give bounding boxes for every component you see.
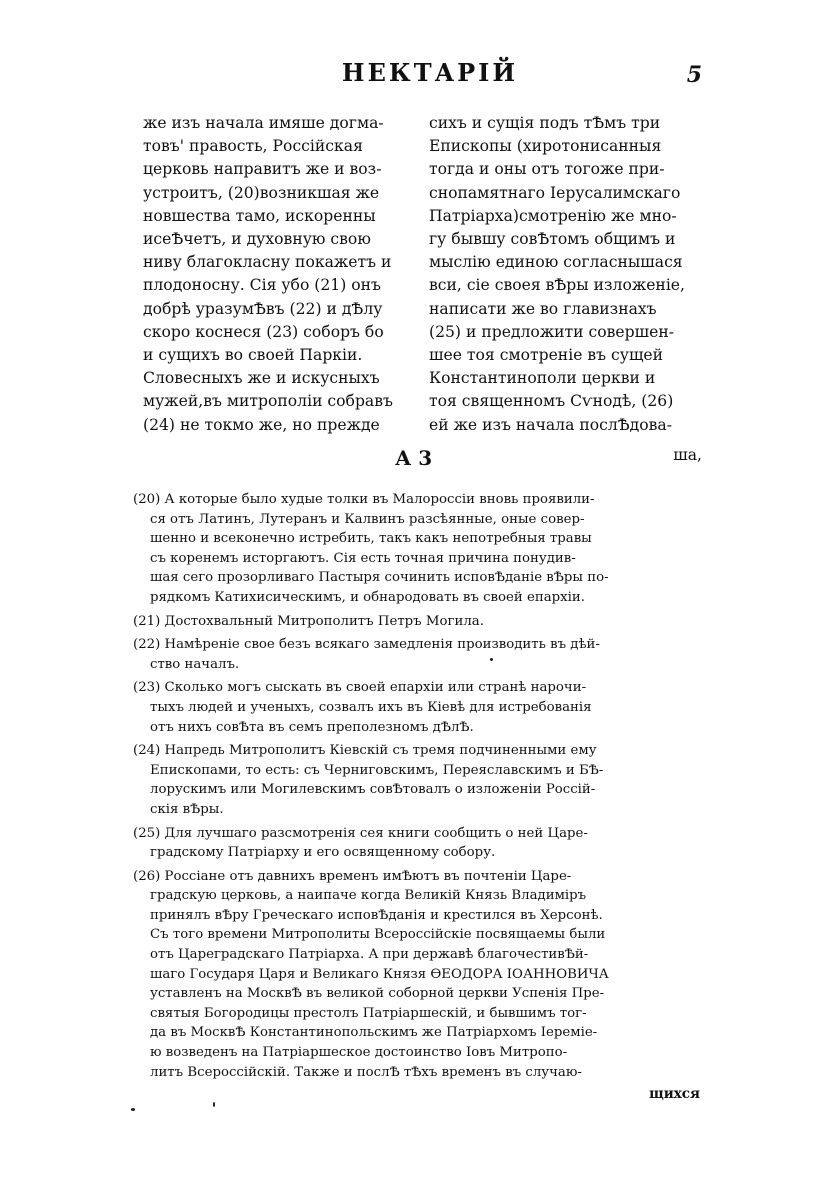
text-line: мужей,въ митрополіи собравъ [143,392,393,411]
footnote-line: (21) Достохвальный Митрополитъ Петръ Могила. [133,613,484,629]
ink-speck [131,1108,135,1111]
footnote-line: отъ нихъ совѢта въ семъ преполезномъ дѢлѢ. [150,719,474,735]
footnote-line: принялъ вѢру Греческаго исповѢданія и крестился въ Херсонѣ. [150,907,603,923]
text-line: (25) и предложити совершен- [429,322,675,341]
text-line: снопамятнаго Іерусалимскаго [429,183,681,202]
text-line: вси, сіе своея вѢры изложеніе, [429,276,685,295]
footnote-line: лорускимъ или Могилевскимъ совѢтовалъ о изложеніи Россій- [150,782,596,798]
footnote-line: градскую церковь, а наипаче когда Великій Князь Владиміръ [150,888,587,904]
footnote-line: (23) Сколько могъ сыскать въ своей епархіи или странѣ нарочи- [133,680,587,696]
footnote-24 [133,741,707,819]
text-line: написати же во главизнахъ [429,299,657,318]
footnote-26 [133,867,707,1083]
footnote-line: (25) Для лучшаго разсмотренія сея книги сообщить о ней Царе- [133,825,588,841]
footnotes [133,490,707,1086]
footnote-line: отъ Цареградскаго Патріарха. А при державѣ благочестивѢй- [150,947,589,963]
text-line: товъ' правость, Россійская [143,137,363,156]
footnote-21 [133,612,707,632]
footnote-line: Епископами, то есть: съ Черниговскимъ, Переяславскимъ и БѢ- [150,762,604,778]
footnote-line: тыхъ людей и ученыхъ, созвалъ ихъ въ Кіевѣ для истребованія [150,699,592,715]
footnote-line: уставленъ на МосквѢ въ великой соборной церкви Успенія Пре- [150,986,605,1002]
footnote-22 [133,635,707,674]
footnote-line: литъ Всероссійскій. Также и послѢ тѢхъ временъ въ случаю- [150,1064,582,1080]
main-text-columns [143,112,703,442]
page-header [0,58,840,98]
footnote-23 [133,678,707,737]
text-line: гу бывшу совѢтомъ общимъ и [429,230,676,249]
footnote-line: шаго Государя Царя и Великаго Князя ѲЕОДОРА ІОАННОВИЧА [150,966,609,982]
footnote-line: скія вѢры. [150,801,224,817]
footnote-line: святыя Богородицы престолъ Патріаршескій, и бывшимъ тог- [150,1005,587,1021]
text-line: Патріарха)смотренію же мно- [429,206,677,225]
text-line: ниву благокласну покажетъ и [143,253,392,272]
text-line: исеѢчетъ, и духовную свою [143,230,371,249]
text-line: плодоносну. Сія убо (21) онъ [143,276,381,295]
catchword-top: ша, [673,446,702,464]
footnote-line: (22) Намѣреніе свое безъ всякаго замедленія производить въ дѣй- [133,637,600,653]
text-line: добрѣ уразумѢвъ (22) и дѢлу [143,299,383,318]
left-column [143,112,415,437]
text-line: тогда и оны отъ тогоже при- [429,160,665,179]
footnote-line: (20) А которые было худые толки въ Малороссіи вновь проявили- [133,492,595,507]
right-column [429,112,701,437]
text-line: сихъ и сущія подъ тѢмъ три [429,114,661,132]
text-line: устроитъ, (20)возникшая же [143,183,380,202]
page-title: НЕКТАРІЙ [341,58,519,87]
text-line: церковь направитъ же и воз- [143,160,382,179]
footnote-25 [133,824,707,863]
ink-speck [213,1102,215,1107]
footnote-line: (24) Напредь Митрополитъ Кіевскій съ тремя подчиненными ему [133,743,597,759]
ink-speck [490,658,493,661]
text-line: новшества тамо, искоренны [143,206,376,225]
text-line: же изъ начала имяше догма- [143,114,384,132]
footnote-line: шая сего прозорливаго Пастыря сочинить исповѢданіе вѢры по- [150,570,609,586]
footnote-line: ю возведенъ на Патріаршеское достоинство Іовъ Митропо- [150,1045,568,1061]
footnote-line: (26) Россіане отъ давнихъ временъ имѢютъ въ почтеніи Царе- [133,868,572,884]
footnote-line: Съ того времени Митрополиты Всероссійскіе посвящаемы были [150,927,606,943]
footnote-line: рядкомъ Катихисическимъ, и обнародовать въ своей епархіи. [150,589,585,605]
text-line: (24) не токмо же, но прежде [143,415,380,434]
text-line: Константинополи церкви и [429,369,656,388]
signature-mark: А 3 [395,446,433,470]
text-line: скоро коснеся (23) соборъ бо [143,322,384,341]
text-line: Епископы (хиротонисанныя [429,137,662,156]
footnote-line: шенно и всеконечно истребить, такъ какъ непотребныя травы [150,531,592,547]
footnote-line: ся отъ Латинъ, Лутеранъ и Калвинъ разсѣянные, оные совер- [150,511,585,527]
catchword-bottom: щихся [649,1086,700,1102]
footnote-20 [133,490,707,608]
text-line: мыслію единою согласнышася [429,253,683,272]
text-line: Словесныхъ же и искусныхъ [143,369,380,388]
footnote-line: да въ МосквѢ Константинопольскимъ же Патріархомъ Іереміе- [150,1025,598,1041]
text-line: шее тоя смотреніе въ сущей [429,346,664,365]
footnote-line: градскому Патріарху и его освященному собору. [150,845,496,861]
text-line: ей же изъ начала послѢдова- [429,415,672,434]
page-number: 5 [686,62,702,88]
text-line: и сущихъ во своей Паркіи. [143,346,363,365]
footnote-line: ство началъ. [150,656,240,672]
text-line: тоя священномъ Сѵнодѣ, (26) [429,392,674,411]
footnote-line: съ коренемъ исторгаютъ. Сія есть точная причина понудив- [150,550,576,566]
